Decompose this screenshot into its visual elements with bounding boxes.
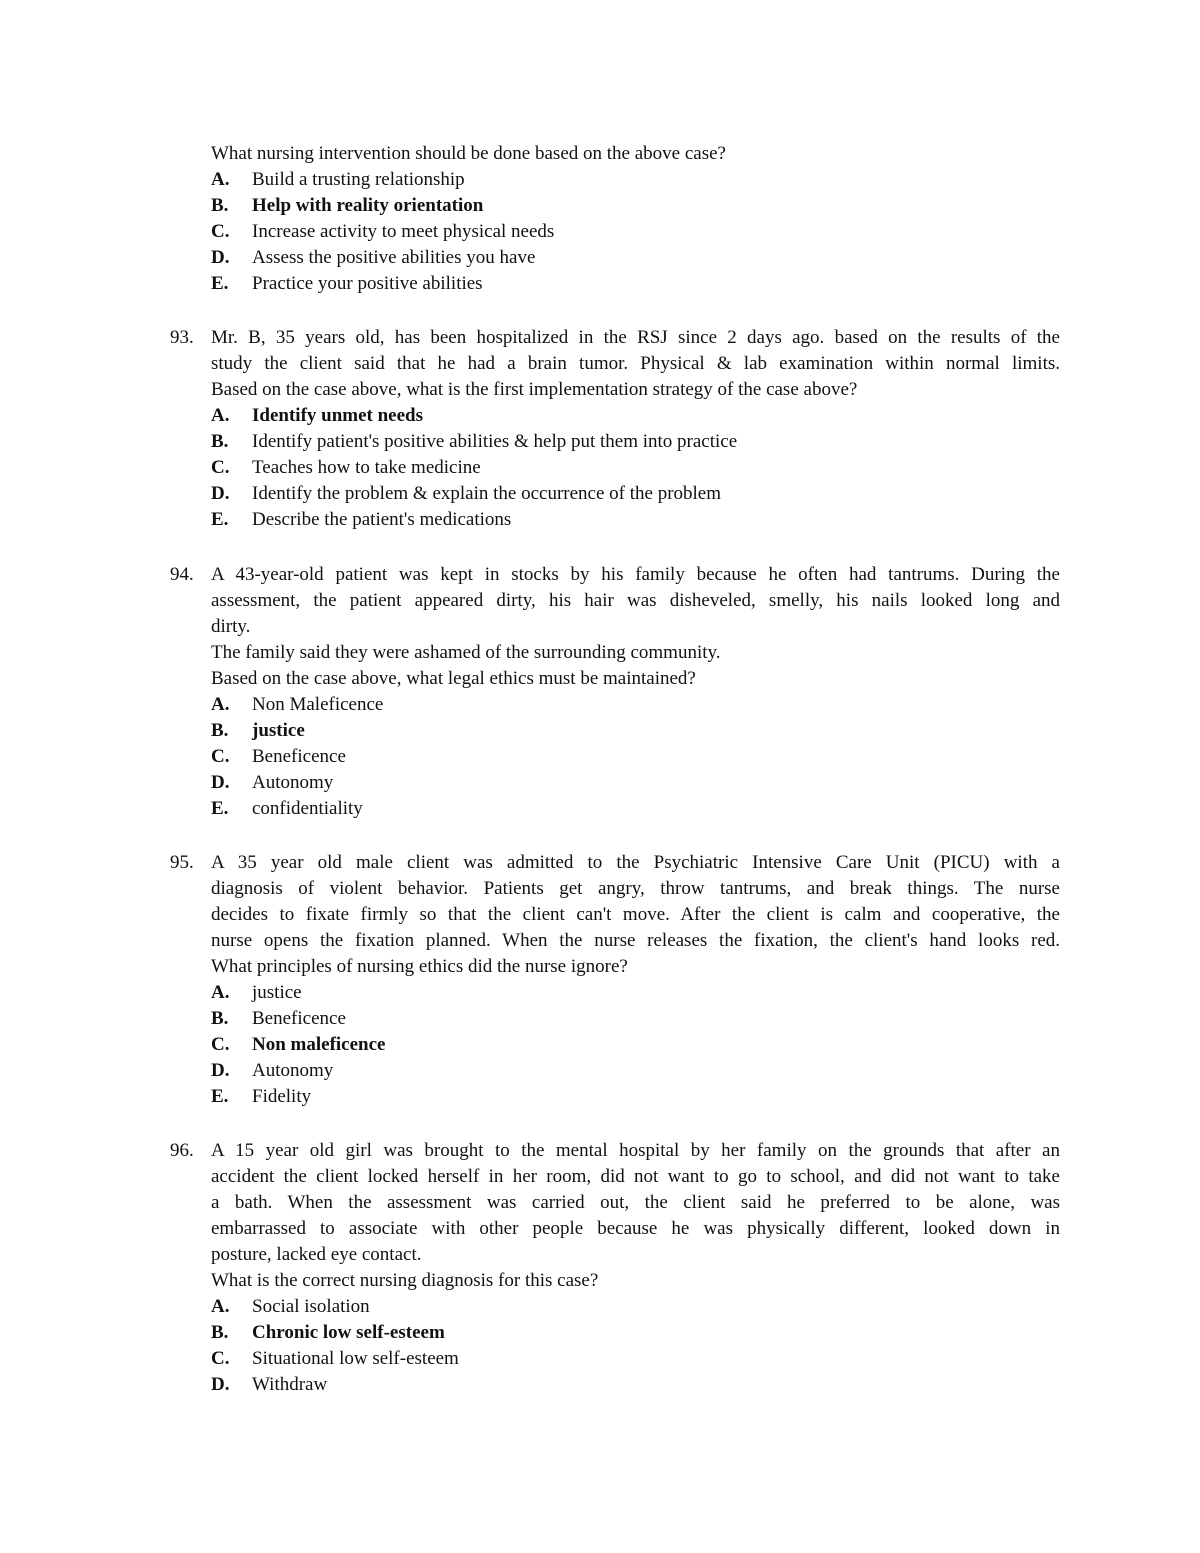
option-e: E. Practice your positive abilities [211, 273, 483, 294]
question-stem-line: 95. A 35 year old male client was admitted to the Psychiatric Intensive Care Unit (PICU) with a [170, 850, 1060, 876]
question-93 [170, 325, 1060, 533]
question-stem-line: posture, lacked eye contact. [211, 1244, 422, 1265]
option-d: D. Autonomy [211, 772, 334, 793]
option-a: A. justice [211, 982, 302, 1003]
option-b: B. Chronic low self-esteem [211, 1322, 445, 1343]
option-b: B. justice [211, 720, 305, 741]
question-stem-line: What is the correct nursing diagnosis for this case? [211, 1270, 599, 1291]
question-92-tail [170, 141, 1060, 297]
option-c: C. Situational low self-esteem [211, 1348, 459, 1369]
question-number: 94. [170, 564, 194, 585]
option-d: D. Withdraw [211, 1374, 328, 1395]
question-stem-line: 93. Mr. B, 35 years old, has been hospitalized in the RSJ since 2 days ago. based on the results of the [170, 325, 1060, 351]
question-number: 93. [170, 327, 194, 348]
question-stem-line: dirty. [211, 616, 251, 637]
question-stem-line: study the client said that he had a brain tumor. Physical & lab examination within normal limits. [211, 353, 1060, 374]
question-stem-line: Based on the case above, what is the first implementation strategy of the case above? [211, 379, 858, 400]
option-c: C. Increase activity to meet physical needs [211, 221, 555, 242]
question-number: 96. [170, 1140, 194, 1161]
question-stem-line: What principles of nursing ethics did the nurse ignore? [211, 956, 628, 977]
question-stem-line: What nursing intervention should be done based on the above case? [211, 143, 726, 164]
option-b: B. Help with reality orientation [211, 195, 484, 216]
question-stem-line: 96. A 15 year old girl was brought to the mental hospital by her family on the grounds that after an [170, 1138, 1060, 1164]
question-stem-line: The family said they were ashamed of the surrounding community. [211, 642, 721, 663]
question-95 [170, 850, 1060, 1110]
option-e: E. Describe the patient's medications [211, 509, 512, 530]
option-a: A. Non Maleficence [211, 694, 384, 715]
question-stem-line: Based on the case above, what legal ethics must be maintained? [211, 668, 696, 689]
question-96 [170, 1138, 1060, 1398]
option-a: A. Identify unmet needs [211, 405, 424, 426]
option-c: C. Non maleficence [211, 1034, 386, 1055]
option-c: C. Teaches how to take medicine [211, 457, 481, 478]
question-stem-line: 94. A 43-year-old patient was kept in stocks by his family because he often had tantrums. During the [170, 562, 1060, 588]
option-a: A. Social isolation [211, 1296, 370, 1317]
question-stem-line: nurse opens the fixation planned. When the nurse releases the fixation, the client's hand looks red. [211, 930, 1060, 951]
question-stem-line: a bath. When the assessment was carried out, the client said he preferred to be alone, was [211, 1192, 1060, 1213]
option-d: D. Autonomy [211, 1060, 334, 1081]
question-stem-line: accident the client locked herself in her room, did not want to go to school, and did not want to take [211, 1166, 1060, 1187]
question-stem-line: diagnosis of violent behavior. Patients get angry, throw tantrums, and break things. The nurse [211, 878, 1060, 899]
option-b: B. Identify patient's positive abilities & help put them into practice [211, 431, 738, 452]
option-e: E. confidentiality [211, 798, 363, 819]
option-e: E. Fidelity [211, 1086, 312, 1107]
question-stem-line: decides to fixate firmly so that the client can't move. After the client is calm and cooperative, the [211, 904, 1060, 925]
option-d: D. Identify the problem & explain the occurrence of the problem [211, 483, 722, 504]
option-a: A. Build a trusting relationship [211, 169, 465, 190]
question-94 [170, 562, 1060, 822]
option-d: D. Assess the positive abilities you have [211, 247, 536, 268]
option-b: B. Beneficence [211, 1008, 346, 1029]
question-stem-line: assessment, the patient appeared dirty, his hair was disheveled, smelly, his nails looked long and [211, 590, 1060, 611]
question-stem-line: embarrassed to associate with other people because he was physically different, looked down in [211, 1218, 1060, 1239]
option-c: C. Beneficence [211, 746, 346, 767]
question-number: 95. [170, 852, 194, 873]
